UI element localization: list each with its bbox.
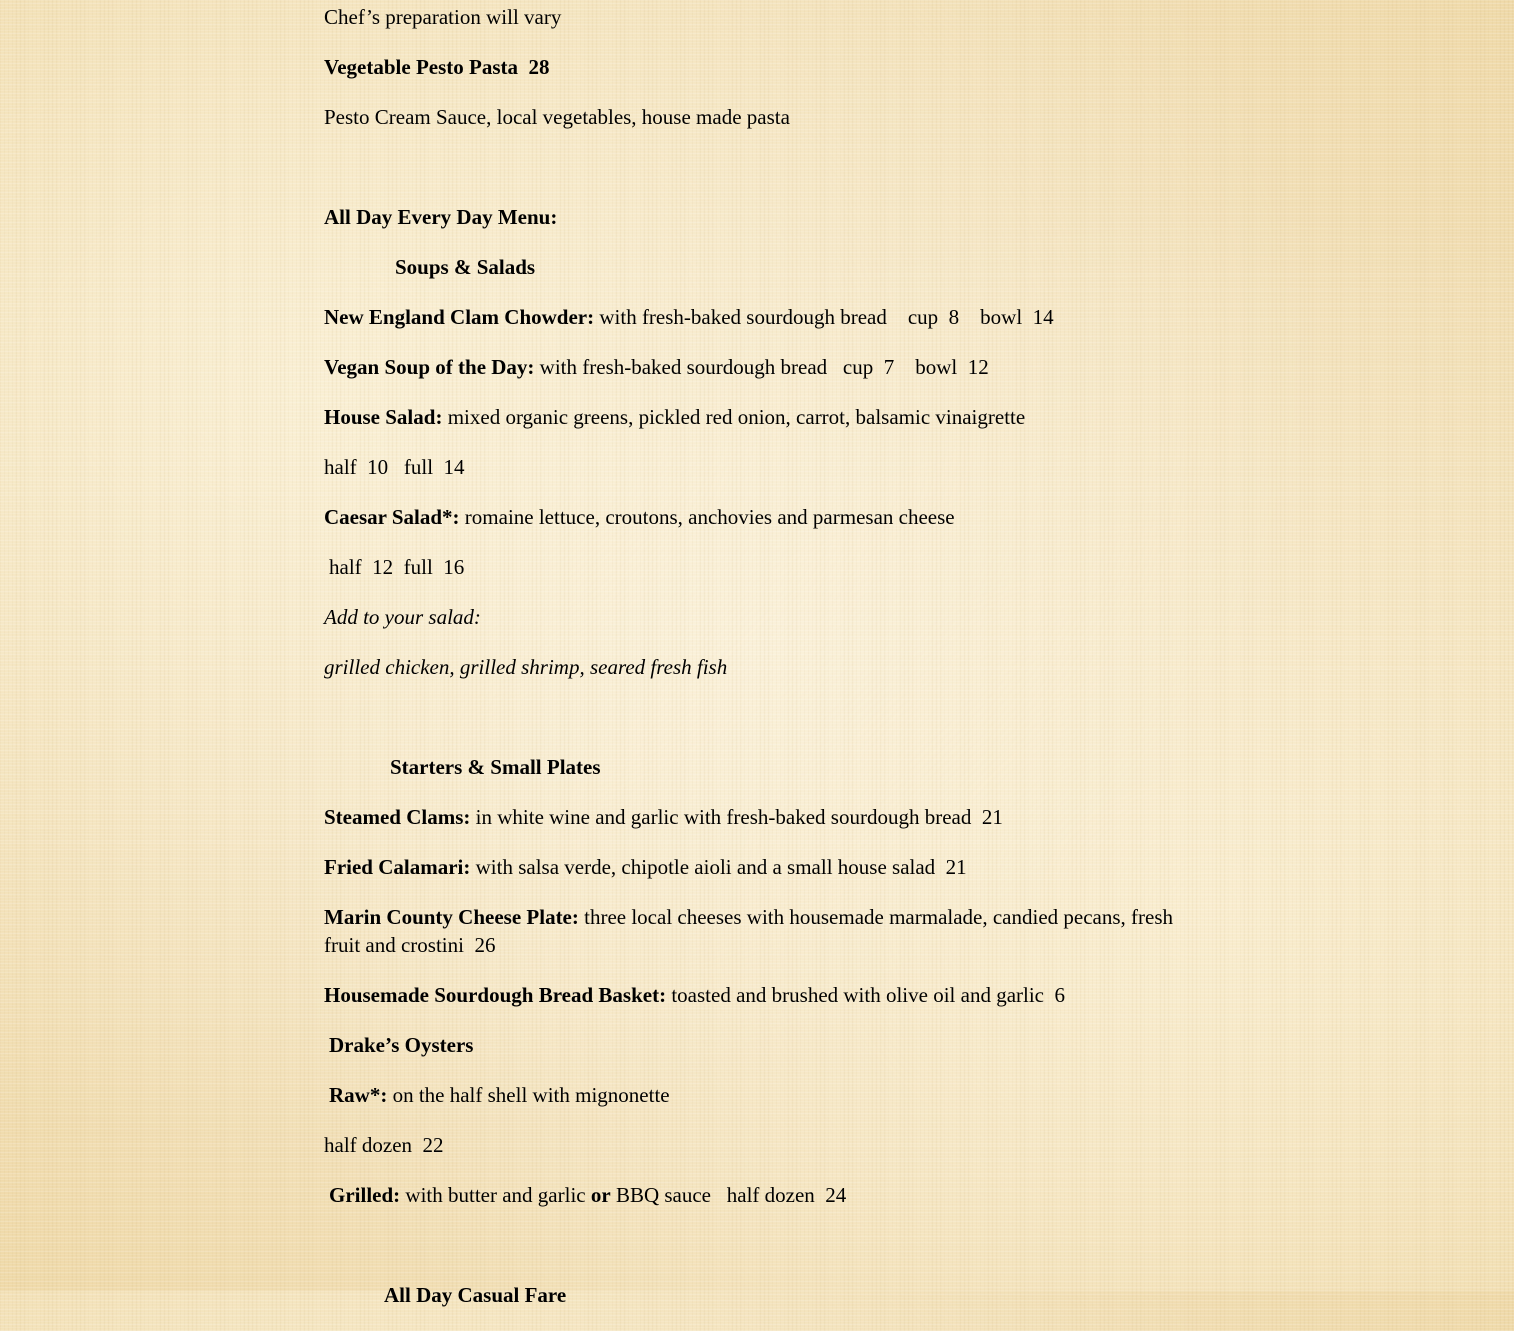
menu-item-fried-calamari [324,853,1184,881]
item-name: Grilled: [329,1183,401,1207]
item-name: Caesar Salad*: [324,505,460,529]
pasta-description: Pesto Cream Sauce, local vegetables, house made pasta [324,105,790,129]
starters-heading: Starters & Small Plates [390,755,601,779]
oysters-heading: Drake’s Oysters [329,1033,474,1057]
house-salad-price: half 10 full 14 [324,455,465,479]
item-name: Housemade Sourdough Bread Basket: [324,983,667,1007]
item-description: with fresh-baked sourdough bread cup 8 bowl 14 [594,305,1054,329]
menu-item-bread-basket [324,981,1184,1009]
pasta-title: Vegetable Pesto Pasta 28 [324,55,550,79]
item-description: with fresh-baked sourdough bread cup 7 bowl 12 [534,355,989,379]
item-name: Raw*: [329,1083,388,1107]
spacer [324,1231,1184,1259]
menu-item-raw-oysters [324,1081,1184,1109]
spacer [324,153,1184,181]
menu-item-steamed-clams [324,803,1184,831]
item-name: New England Clam Chowder: [324,305,595,329]
item-name: Fried Calamari: [324,855,471,879]
item-description: romaine lettuce, croutons, anchovies and parmesan cheese [459,505,955,529]
raw-oysters-price: half dozen 22 [324,1133,444,1157]
salad-addons-list: grilled chicken, grilled shrimp, seared fresh fish [324,655,728,679]
item-name: House Salad: [324,405,443,429]
caesar-salad-price: half 12 full 16 [329,555,465,579]
menu-content [324,3,1184,1331]
item-name: Vegan Soup of the Day: [324,355,535,379]
all-day-heading: All Day Every Day Menu: [324,205,558,229]
menu-item-chowder [324,303,1184,331]
menu-item-grilled-oysters [324,1181,1184,1209]
or-word: or [590,1183,611,1207]
item-name: Marin County Cheese Plate: [324,905,579,929]
item-description: with salsa verde, chipotle aioli and a small house salad 21 [470,855,967,879]
item-description: three local cheeses with housemade marmalade, candied pecans, fresh fruit and crostini 26 [324,905,1179,957]
salad-addons-label: Add to your salad: [324,605,481,629]
item-description: BBQ sauce half dozen 24 [610,1183,847,1207]
item-description: with butter and garlic [400,1183,591,1207]
menu-item-vegan-soup [324,353,1184,381]
item-name: Steamed Clams: [324,805,471,829]
item-description: toasted and brushed with olive oil and garlic 6 [666,983,1066,1007]
spacer [324,703,1184,731]
menu-item-cheese-plate [324,903,1184,959]
menu-item-caesar-salad [324,503,1184,531]
item-description: mixed organic greens, pickled red onion, carrot, balsamic vinaigrette [442,405,1026,429]
special-note: Chef’s preparation will vary [324,5,562,29]
menu-item-house-salad [324,403,1184,431]
item-description: in white wine and garlic with fresh-baked sourdough bread 21 [470,805,1003,829]
soups-salads-heading: Soups & Salads [395,255,536,279]
casual-fare-heading: All Day Casual Fare [384,1283,567,1307]
item-description: on the half shell with mignonette [387,1083,670,1107]
